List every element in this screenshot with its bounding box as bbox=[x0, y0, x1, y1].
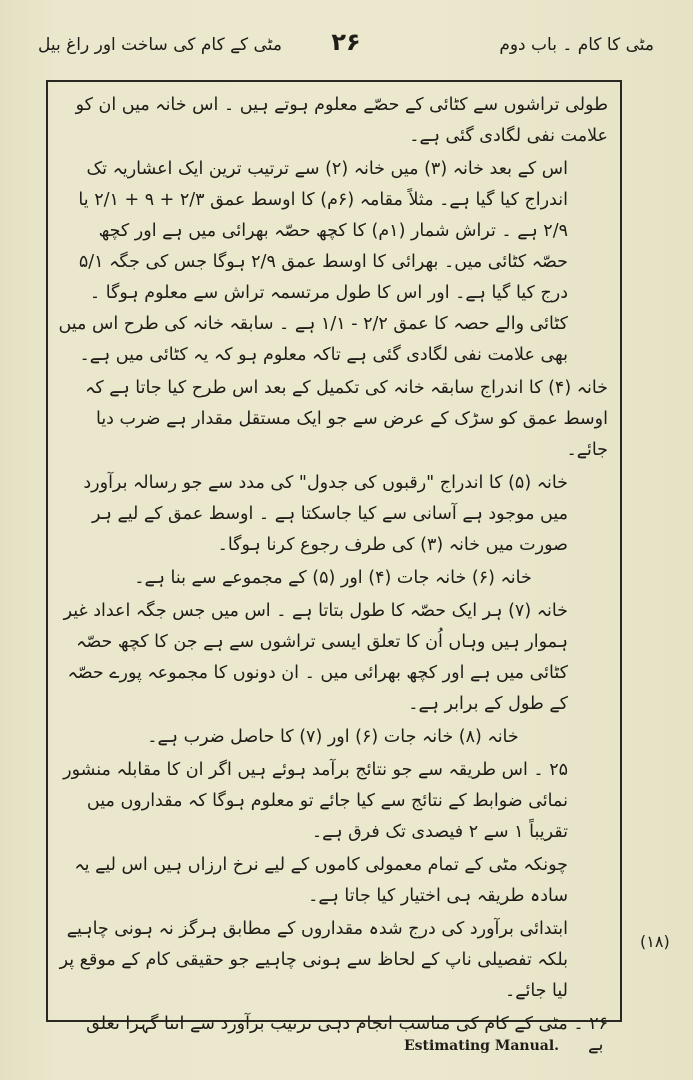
footer-mark: بے bbox=[588, 1034, 604, 1055]
paragraph-1: طولی تراشوں سے کٹائی کے حصّے معلوم ہوتے ہیں ۔ اس خانہ میں ان کو علامت نفی لگادی گئی ہے۔ bbox=[75, 95, 608, 146]
paragraph-7: خانہ (۸) خانہ جات (۶) اور (۷) کا حاصل ضرب ہے۔ bbox=[147, 727, 519, 747]
paragraph-10: ابتدائی برآورد کی درج شدہ مقداروں کے مطابق ہرگز نہ ہونی چاہیے بلکہ تفصیلی ناپ کے لحاظ سے ہونی چاہیے جو حقیقی کام کے موقع پر لیا جائے۔ bbox=[59, 919, 568, 1001]
running-head-left: مٹی کے کام کی ساخت اور راغ بیل bbox=[38, 35, 282, 55]
paragraph-11: ۲۶ ۔ مٹی کے کام کی مناسب انجام دہی ترتیب برآورد سے اتنا گہرا تعلق bbox=[86, 1014, 608, 1034]
paragraph-4: خانہ (۵) کا اندراج "رقبوں کی جدول" کی مدد سے جو رسالہ برآورد میں موجود ہے آسانی سے کیا جاسکتا ہے ۔ اوسط عمق کے لیے ہر صورت میں خانہ (۳) کی طرف رجوع کرنا ہوگا۔ bbox=[83, 473, 568, 555]
running-head-right: مٹی کا کام ۔ باب دوم bbox=[499, 35, 654, 55]
footer-title: Estimating Manual. bbox=[404, 1038, 560, 1054]
margin-note: (۱۸) bbox=[640, 932, 670, 951]
paragraph-6: خانہ (۷) ہر ایک حصّہ کا طول بتاتا ہے ۔ اس میں جس جگہ اعداد غیر ہموار ہیں وہاں اُن کا تعلق ایسی تراشوں سے ہے جن کا کچھ حصّہ کٹائی میں ہے اور کچھ بھرائی میں ۔ ان دونوں کا مجموعہ پورے حصّہ کے طول کے برابر ہے۔ bbox=[63, 601, 568, 714]
paragraph-5: خانہ (۶) خانہ جات (۴) اور (۵) کے مجموعے سے بنا ہے۔ bbox=[134, 568, 532, 588]
paragraph-3: خانہ (۴) کا اندراج سابقہ خانہ کی تکمیل کے بعد اس طرح کیا جاتا ہے کہ اوسط عمق کو سڑک کے عرض سے جو ایک مستقل مقدار ہے ضرب دیا جائے۔ bbox=[85, 378, 608, 460]
text-frame bbox=[46, 80, 622, 1034]
page-header bbox=[28, 28, 664, 64]
page-number: ۲۶ bbox=[331, 28, 361, 56]
body-text bbox=[58, 90, 608, 1034]
paragraph-8: ۲۵ ۔ اس طریقہ سے جو نتائج برآمد ہوئے ہیں اگر ان کا مقابلہ منشور نمائی ضوابط کے نتائج سے کیا جائے تو معلوم ہوگا کہ مقداروں میں تقریباً ۱ سے ۲ فیصدی تک فرق ہے۔ bbox=[63, 760, 568, 842]
paragraph-9: چونکہ مٹی کے تمام معمولی کاموں کے لیے نرخ ارزاں ہیں اس لیے یہ سادہ طریقہ ہی اختیار کیا جاتا ہے۔ bbox=[74, 855, 568, 906]
paragraph-2: اس کے بعد خانہ (۳) میں خانہ (۲) سے ترتیب ترین ایک اعشاریہ تک اندراج کیا گیا ہے۔ مثلاً مقامہ (۶م) کا اوسط عمق ۲/۳ + ۹ + ۲/۱ یا ۲/۹ ہے ۔ تراش شمار (۱م) کا کچھ حصّہ بھرائی میں ہے اور کچھ حصّہ کٹائی میں۔ بھرائی کا اوسط عمق ۲/۹ ہوگا جس کی جگہ ۵/۱ درج کیا گیا ہے۔ اور اس کا طول مرتسمہ تراش سے معلوم ہوگا ۔ کٹائی والے حصہ کا عمق ۲/۲ - ۱/۱ ہے ۔ سابقہ خانہ کی طرح اس میں بھی علامت نفی لگادی گئی ہے تاکہ معلوم ہو کہ یہ کٹائی میں ہے۔ bbox=[58, 159, 568, 365]
